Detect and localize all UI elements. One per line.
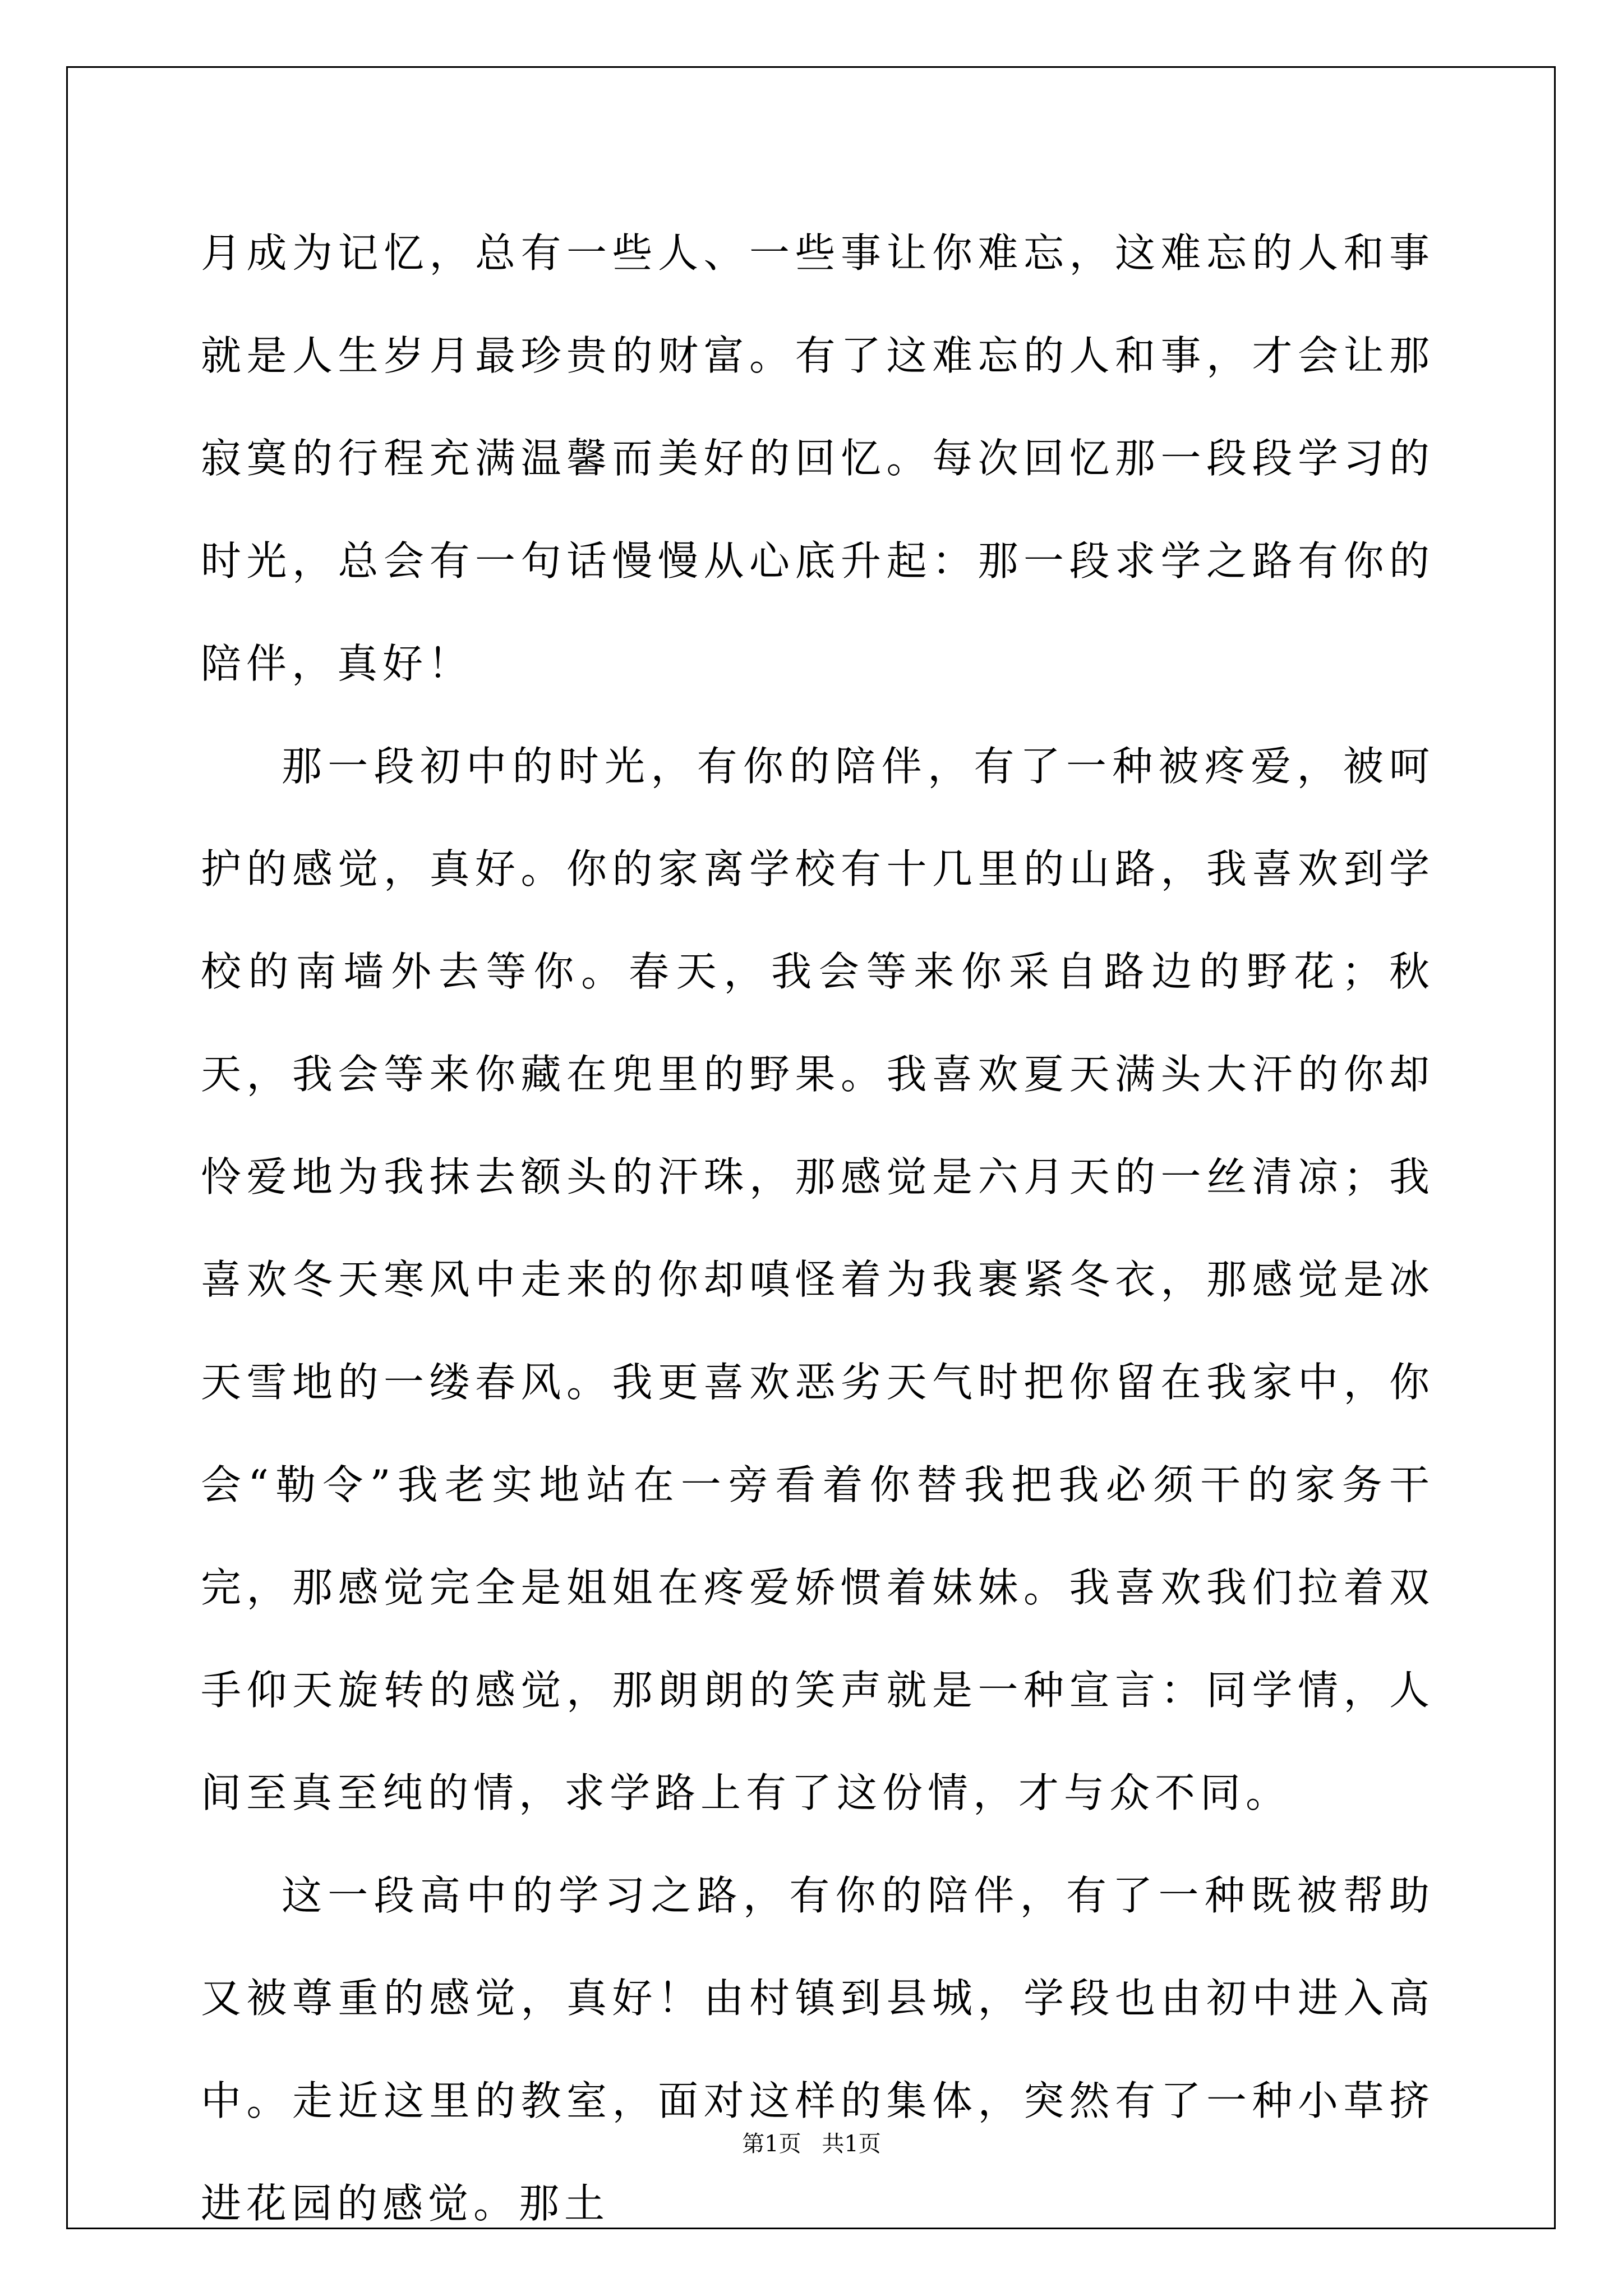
page-footer	[0, 2126, 1623, 2158]
page-total: 共1页	[822, 2131, 881, 2157]
page-number: 第1页	[742, 2131, 801, 2157]
paragraph-1: 月成为记忆，总有一些人、一些事让你难忘，这难忘的人和事就是人生岁月最珍贵的财富。有了这难忘的人和事，才会让那寂寞的行程充满温馨而美好的回忆。每次回忆那一段段学习的时光，总会有一句话慢慢从心底升起：那一段求学之路有你的陪伴，真好！	[201, 229, 1435, 687]
document-body	[201, 202, 1435, 2255]
paragraph-3: 这一段高中的学习之路，有你的陪伴，有了一种既被帮助又被尊重的感觉，真好！由村镇到县城，学段也由初中进入高中。走近这里的教室，面对这样的集体，突然有了一种小草挤进花园的感觉。那土	[201, 1872, 1435, 2227]
paragraph-2: 那一段初中的时光，有你的陪伴，有了一种被疼爱，被呵护的感觉，真好。你的家离学校有十几里的山路，我喜欢到学校的南墙外去等你。春天，我会等来你采自路边的野花；秋天，我会等来你藏在兜里的野果。我喜欢夏天满头大汗的你却怜爱地为我抹去额头的汗珠，那感觉是六月天的一丝清凉；我喜欢冬天寒风中走来的你却嗔怪着为我裹紧冬衣，那感觉是冰天雪地的一缕春风。我更喜欢恶劣天气时把你留在我家中，你会“勒令”我老实地站在一旁看着你替我把我必须干的家务干完，那感觉完全是姐姐在疼爱娇惯着妹妹。我喜欢我们拉着双手仰天旋转的感觉，那朗朗的笑声就是一种宣言：同学情，人间至真至纯的情，求学路上有了这份情，才与众不同。	[201, 743, 1435, 1816]
